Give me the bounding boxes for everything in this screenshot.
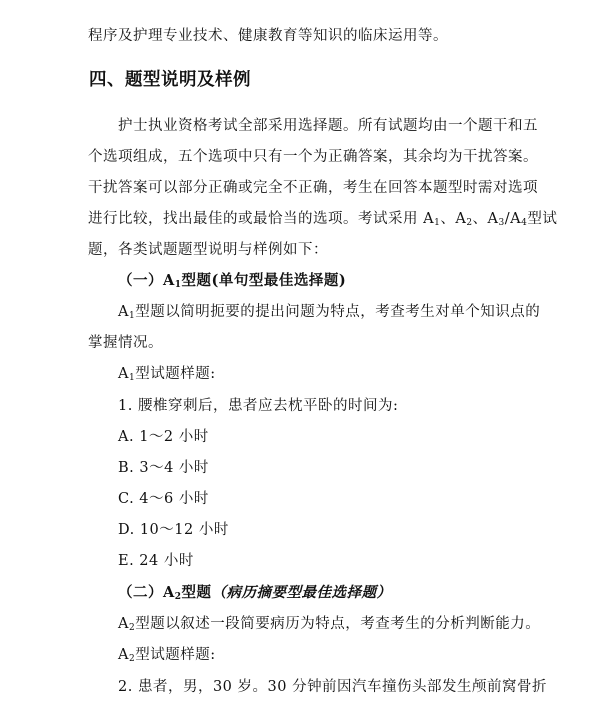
- paragraph-line: 个选项组成，五个选项中只有一个为正确答案，其余均为干扰答案。: [88, 149, 538, 165]
- a1-subheading: （一）$A_1$型题(单句型最佳选择题): [118, 272, 347, 290]
- a2-subheading: （二）$A_2$型题（病历摘要型最佳选择题）: [118, 584, 392, 602]
- a2-sample-label: $A_2$型试题样题:: [118, 647, 216, 664]
- option-item: B. 3～4 小时: [118, 460, 209, 476]
- paragraph-line: 题，各类试题题型说明与样例如下：: [88, 242, 328, 258]
- option-item: E. 24 小时: [118, 553, 194, 569]
- paragraph-line: 进行比较，找出最佳的或最恰当的选项。考试采用 $A_1$、$A_2$、$A_3/A_4$型试: [88, 211, 558, 228]
- section-heading: 四、题型说明及样例: [89, 70, 251, 90]
- a1-description-cont: 掌握情况。: [88, 335, 163, 351]
- option-item: A. 1～2 小时: [118, 429, 209, 445]
- a1-description: $A_1$型题以简明扼要的提出问题为特点，考查考生对单个知识点的: [118, 304, 541, 321]
- a2-description: $A_2$型题以叙述一段简要病历为特点，考查考生的分析判断能力。: [118, 616, 541, 633]
- paragraph-line: 护士执业资格考试全部采用选择题。所有试题均由一个题干和五: [118, 118, 538, 134]
- intro-tail-text: 程序及护理专业技术、健康教育等知识的临床运用等。: [88, 28, 448, 44]
- a1-question: 1. 腰椎穿刺后，患者应去枕平卧的时间为:: [118, 398, 399, 414]
- option-item: D. 10～12 小时: [118, 522, 229, 538]
- a1-sample-label: $A_1$型试题样题:: [118, 366, 216, 383]
- option-item: C. 4～6 小时: [118, 491, 209, 507]
- paragraph-line: 干扰答案可以部分正确或完全不正确，考生在回答本题型时需对选项: [88, 180, 538, 196]
- a2-question: 2. 患者，男，30 岁。30 分钟前因汽车撞伤头部发生颅前窝骨折: [118, 679, 548, 695]
